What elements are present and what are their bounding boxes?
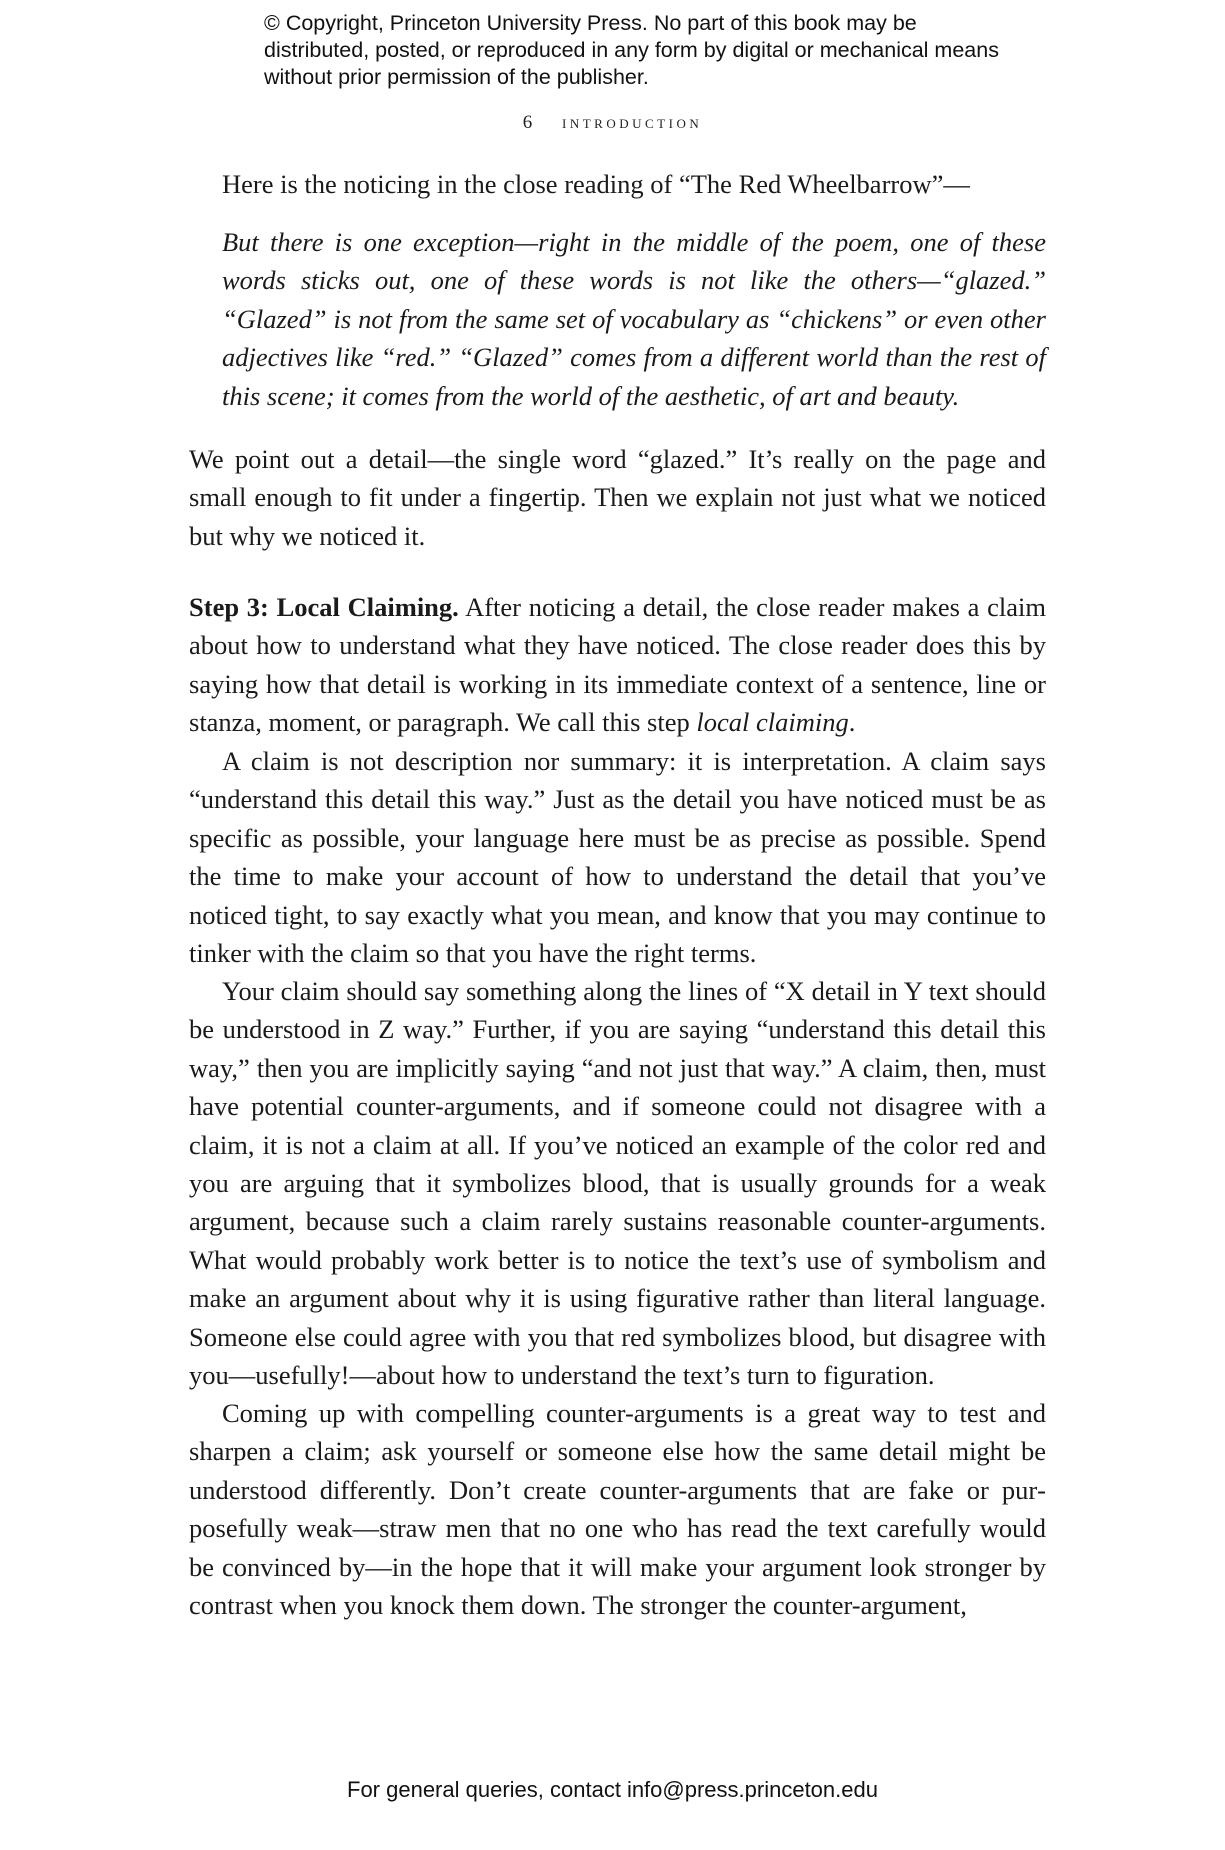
step3-text-end: . — [848, 707, 856, 738]
running-head — [0, 112, 1225, 134]
block-quote: But there is one exception—right in the middle of the poem, one of these words sticks out, one of these words is not like the others—“glazed.” “Glazed” is not from the same set of vocabulary as “chickens” or even other adjectives like “red.” “Glazed” comes from a different world than the rest of this scene; it comes from the world of the aesthetic, of art and beauty. — [222, 227, 1046, 411]
paragraph-claim-form: Your claim should say something along the lines of “X detail in Y text should be understood in Z way.” Further, if you are saying “understand this detail this way,” then you are implicitly saying “and not just that way.” A claim, then, must have potential counter-arguments, and if someone could not disagree with a claim, it is not a claim at all. If you’ve noticed an example of the color red and you are arguing that it symbolizes blood, that is usually grounds for a weak argument, because such a claim rarely sustains reasonable counter-arguments. What would probably work better is to notice the text’s use of symbolism and make an argument about why it is using figurative rather than literal language. Someone else could agree with you that red symbolizes blood, but disagree with you—usefully!—about how to understand the text’s turn to figuration. — [189, 976, 1046, 1391]
footer-label: For general queries, contact — [347, 1777, 621, 1802]
section-title: introduction — [562, 112, 703, 133]
paragraph-claim-definition: A claim is not description nor summary: it is interpretation. A claim says “understand this detail this way.” Just as the detail you have noticed must be as specific as possible, your language here must be as precise as possible. Spend the time to make your account of how to understand the detail that you’ve noticed tight, to say exactly what you mean, and know that you may continue to tinker with the claim so that you have the right terms. — [189, 746, 1046, 969]
step3-text: After noticing a detail, the close reader makes a claim about how to understand what they have noticed. The close reader does this by saying how that detail is working in its immediate context of a sentence, line or stanza, moment, or paragraph. We call this step — [189, 592, 1046, 738]
footer-email[interactable]: info@press.princeton.edu — [626, 1777, 878, 1802]
step3-paragraph — [189, 588, 1046, 742]
copyright-notice: © Copyright, Princeton University Press. No part of this book may be distributed, posted, or reproduced in any form by digital or mechanical means without prior permission of the publisher. — [264, 11, 999, 89]
paragraph-after-quote: We point out a detail—the single word “glazed.” It’s really on the page and small enough to fit under a fingertip. Then we explain not just what we noticed but why we noticed it. — [189, 444, 1046, 551]
step3-heading: Step 3: Local Claiming. — [189, 592, 459, 622]
page-number: 6 — [522, 112, 533, 133]
quote-lead-in: Here is the noticing in the close reading of “The Red Wheelbarrow”— — [222, 169, 970, 199]
step3-italic-term: local claiming — [696, 707, 849, 738]
footer — [0, 1777, 1225, 1803]
paragraph-counter-arguments: Coming up with compelling counter-arguments is a great way to test and sharpen a claim; ask yourself or someone else how the same detail might be understood differently. Don’t create counter-arguments that are fake or purposefully weak—straw men that no one who has read the text carefully would be convinced by—in the hope that it will make your argument look stronger by contrast when you knock them down. The stronger the counter-argument, — [189, 1398, 1046, 1621]
